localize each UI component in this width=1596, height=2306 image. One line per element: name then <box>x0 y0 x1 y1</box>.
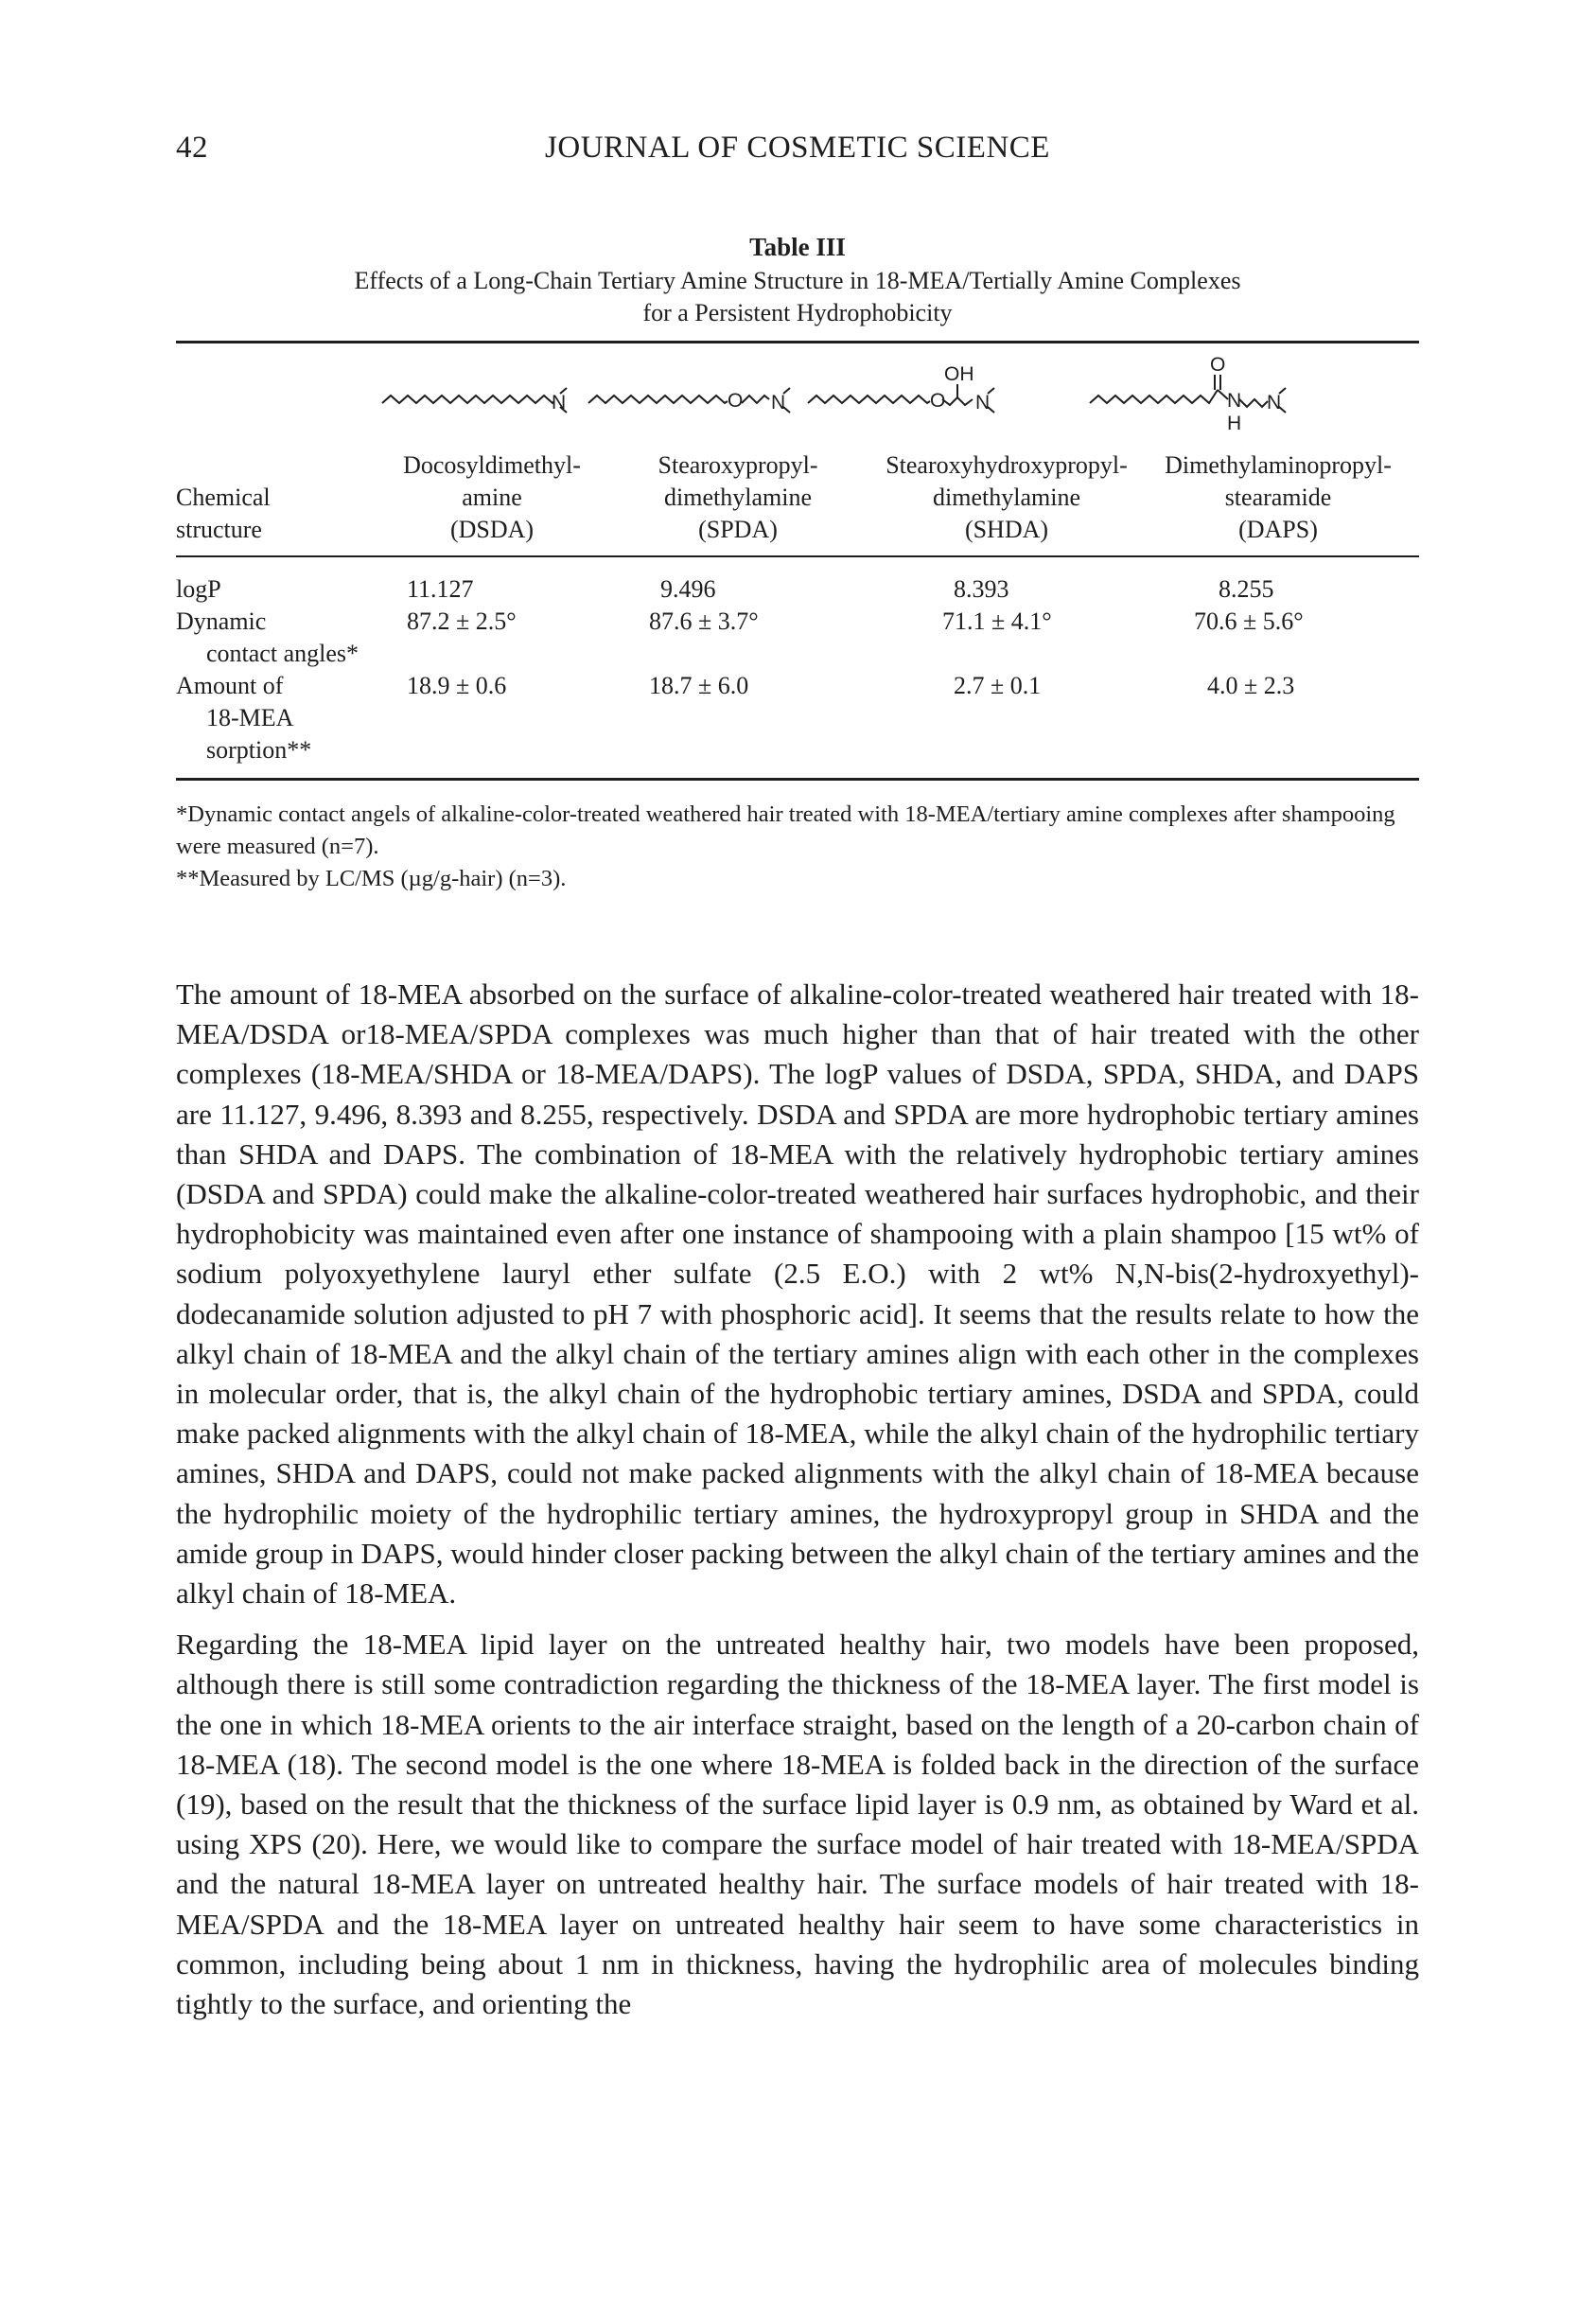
table-caption-line1: Effects of a Long-Chain Tertiary Amine Structure in 18-MEA/Tertially Amine Complexes <box>354 267 1241 294</box>
dsda-nitrogen: N <box>552 392 567 414</box>
journal-title: JOURNAL OF COSMETIC SCIENCE <box>545 131 1050 165</box>
sorption-shda: 2.7 ± 0.1 <box>954 672 1042 699</box>
footnote-contact-angles: *Dynamic contact angels of alkaline-color-treated weathered hair treated with 18-MEA/tertiary amine complexes after shampooing were measured (n=7). <box>176 801 1395 859</box>
compound-4-name-line2: stearamide <box>1224 484 1332 511</box>
logp-dsda: 11.127 <box>407 575 474 603</box>
page-number: 42 <box>176 131 208 165</box>
compound-4-name-line1: Dimethylaminopropyl- <box>1165 451 1392 479</box>
table-footnotes <box>176 799 1419 895</box>
sorption-daps: 4.0 ± 2.3 <box>1207 672 1295 699</box>
body-paragraph-2: Regarding the 18-MEA lipid layer on the untreated healthy hair, two models have been proposed, although there is still some contradiction regarding the thickness of the 18-MEA layer. The first model is the one in which 18-MEA orients to the air interface straight, based on the length of a 20-carbon chain of 18-MEA (18). The second model is the one where 18-MEA is folded back in the direction of the surface (19), based on the result that the thickness of the surface lipid layer is 0.9 nm, as obtained by Ward et al. using XPS (20). Here, we would like to compare the surface model of hair treated with 18-MEA/SPDA and the natural 18-MEA layer on untreated healthy hair. The surface models of hair treated with 18-MEA/SPDA and the 18-MEA layer on untreated healthy hair seem to have some characteristics in common, including being about 1 nm in thickness, having the hydrophilic area of molecules binding tightly to the surface, and orienting the <box>176 1628 1419 2021</box>
running-header <box>176 131 1419 172</box>
chemical-structures <box>176 352 1419 447</box>
daps-amide-hydrogen: H <box>1227 413 1242 434</box>
daps-alkyl-chain <box>1090 390 1218 403</box>
compound-1-abbr: (DSDA) <box>449 516 535 543</box>
row-label-sorption: sorption** <box>206 736 312 764</box>
row-label-structure: structure <box>176 516 262 543</box>
table-top-rule <box>176 341 1419 343</box>
compound-2-name-line1: Stearoxypropyl- <box>658 451 818 479</box>
logp-daps: 8.255 <box>1219 575 1274 603</box>
dsda-alkyl-chain <box>382 396 554 403</box>
compound-3-abbr: (SHDA) <box>964 516 1049 543</box>
table-bottom-rule <box>176 778 1419 781</box>
compound-4-abbr: (DAPS) <box>1238 516 1318 543</box>
row-label-contact-angles: contact angles* <box>206 640 359 667</box>
logp-spda: 9.496 <box>660 575 716 603</box>
contact-angle-dsda: 87.2 ± 2.5° <box>407 607 517 635</box>
spda-alkyl-chain <box>588 396 728 403</box>
row-label-18mea: 18-MEA <box>206 704 294 731</box>
row-label-amount: Amount of <box>176 672 284 699</box>
spda-oxygen: O <box>728 390 744 412</box>
table-caption <box>176 265 1419 329</box>
contact-angle-spda: 87.6 ± 3.7° <box>649 607 759 635</box>
compound-1-name-line2: amine <box>462 484 522 511</box>
shda-hydroxyl: OH <box>944 363 974 385</box>
row-label-chemical: Chemical <box>176 484 271 511</box>
compound-2-name-line2: dimethylamine <box>664 484 812 511</box>
table-header-rule <box>176 555 1419 557</box>
shda-alkyl-chain <box>808 396 930 403</box>
sorption-dsda: 18.9 ± 0.6 <box>407 672 507 699</box>
daps-amide-nitrogen: N <box>1227 390 1242 412</box>
daps-carbonyl-oxygen: O <box>1210 354 1226 376</box>
contact-angle-daps: 70.6 ± 5.6° <box>1194 607 1304 635</box>
spda-nitrogen: N <box>771 392 786 414</box>
row-label-logp: logP <box>176 575 221 603</box>
table-title: Table III <box>749 233 846 261</box>
body-text <box>176 975 1419 2035</box>
sorption-spda: 18.7 ± 6.0 <box>649 672 749 699</box>
table-caption-line2: for a Persistent Hydrophobicity <box>642 299 953 326</box>
footnote-lcms: **Measured by LC/MS (µg/g-hair) (n=3). <box>176 866 567 891</box>
compound-1-name-line1: Docosyldimethyl- <box>403 451 581 479</box>
daps-amine-nitrogen: N <box>1267 392 1282 414</box>
compound-3-name-line1: Stearoxyhydroxypropyl- <box>886 451 1128 479</box>
body-paragraph-1: The amount of 18-MEA absorbed on the surface of alkaline-color-treated weathered hair treated with 18-MEA/DSDA or18-MEA/SPDA complexes was much higher than that of hair treated with the other complexes (18-MEA/SHDA or 18-MEA/DAPS). The logP values of DSDA, SPDA, SHDA, and DAPS are 11.127, 9.496, 8.393 and 8.255, respectively. DSDA and SPDA are more hydrophobic tertiary amines than SHDA and DAPS. The combination of 18-MEA with the relatively hydrophobic tertiary amines (DSDA and SPDA) could make the alkaline-color-treated weathered hair surfaces hydrophobic, and their hydrophobicity was maintained even after one instance of shampooing with a plain shampoo [15 wt% of sodium polyoxyethylene lauryl ether sulfate (2.5 E.O.) with 2 wt% N,N-bis(2-hydroxyethyl)-dodecanamide solution adjusted to pH 7 with phosphoric acid]. It seems that the results relate to how the alkyl chain of 18-MEA and the alkyl chain of the tertiary amines align with each other in the complexes in molecular order, that is, the alkyl chain of the hydrophobic tertiary amines, DSDA and SPDA, could make packed alignments with the alkyl chain of 18-MEA, while the alkyl chain of the hydrophilic tertiary amines, SHDA and DAPS, could not make packed alignments with the alkyl chain of 18-MEA because the hydrophilic moiety of the hydrophilic tertiary amines, the hydroxypropyl group in SHDA and the amide group in DAPS, would hinder closer packing between the alkyl chain of the tertiary amines and the alkyl chain of 18-MEA. <box>176 977 1419 1611</box>
compound-2-abbr: (SPDA) <box>698 516 778 543</box>
contact-angle-shda: 71.1 ± 4.1° <box>942 607 1052 635</box>
row-label-dynamic: Dynamic <box>176 607 267 635</box>
logp-shda: 8.393 <box>954 575 1009 603</box>
shda-oxygen: O <box>930 390 946 412</box>
shda-nitrogen: N <box>975 392 991 414</box>
compound-3-name-line2: dimethylamine <box>933 484 1080 511</box>
